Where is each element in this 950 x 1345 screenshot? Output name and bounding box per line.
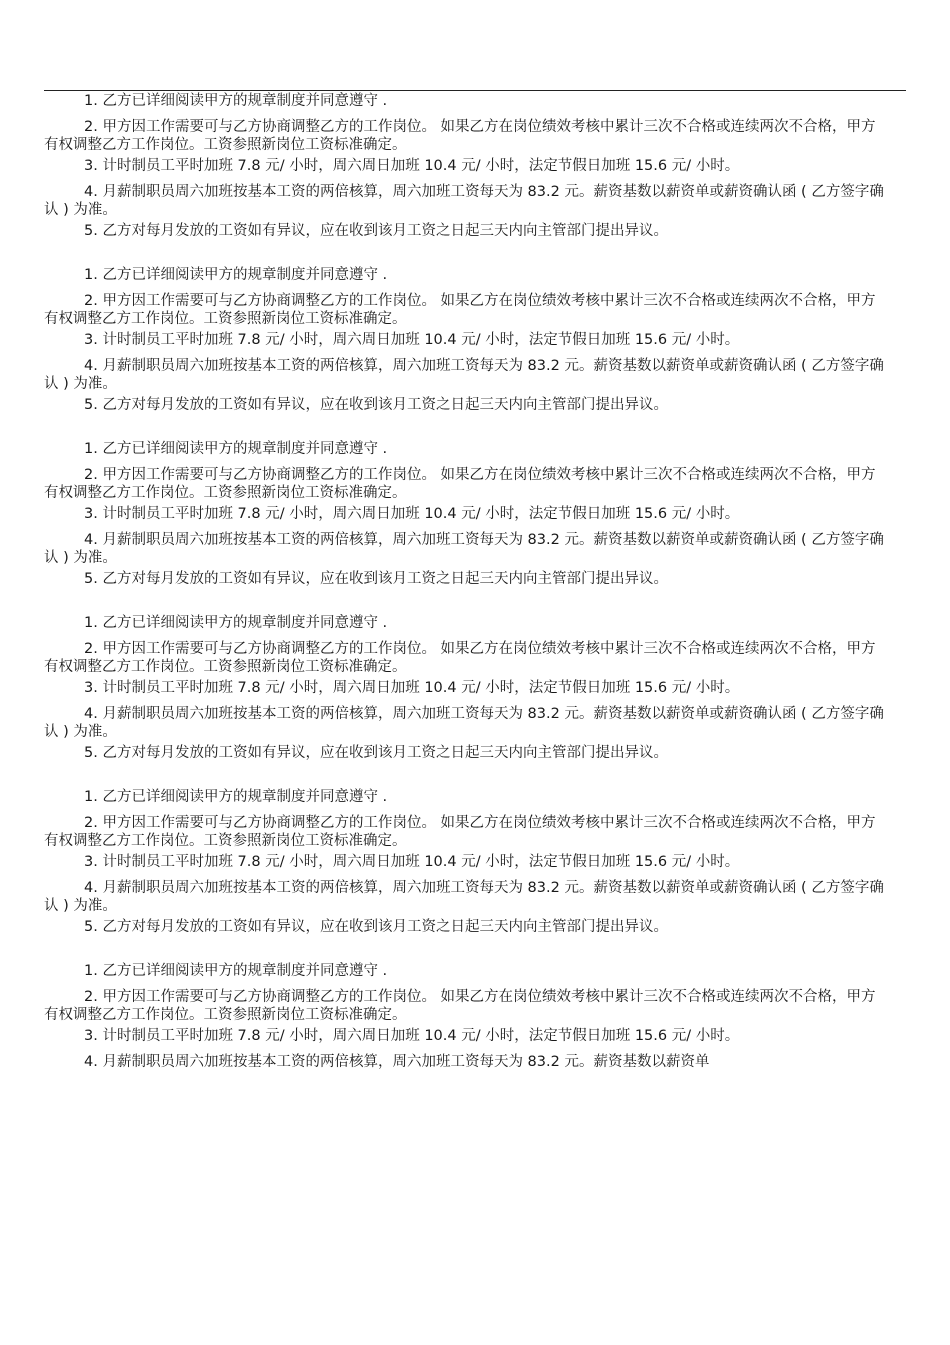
clause-2: 2. 甲方因工作需要可与乙方协商调整乙方的工作岗位。 如果乙方在岗位绩效考核中累计三次不合格或连续两次不合格，甲方有权调整乙方工作岗位。工资参照新岗位工资标准确定。 [44,815,876,849]
clause-3: 3. 计时制员工平时加班 7.8 元/ 小时，周六周日加班 10.4 元/ 小时，法定节假日加班 15.6 元/ 小时。 [84,680,740,696]
clause-block-5 [44,788,890,936]
clause-4: 4. 月薪制职员周六加班按基本工资的两倍核算，周六加班工资每天为 83.2 元。薪资基数以薪资单或薪资确认函 ( 乙方签字确认 ) 为准。 [44,532,884,566]
clause-1: 1. 乙方已详细阅读甲方的规章制度并同意遵守 . [84,963,388,979]
clause-4: 4. 月薪制职员周六加班按基本工资的两倍核算，周六加班工资每天为 83.2 元。薪资基数以薪资单或薪资确认函 ( 乙方签字确认 ) 为准。 [44,706,884,740]
clause-4: 4. 月薪制职员周六加班按基本工资的两倍核算，周六加班工资每天为 83.2 元。薪资基数以薪资单或薪资确认函 ( 乙方签字确认 ) 为准。 [44,358,884,392]
clause-3: 3. 计时制员工平时加班 7.8 元/ 小时，周六周日加班 10.4 元/ 小时，法定节假日加班 15.6 元/ 小时。 [84,158,740,174]
clause-4: 4. 月薪制职员周六加班按基本工资的两倍核算，周六加班工资每天为 83.2 元。薪资基数以薪资单或薪资确认函 ( 乙方签字确认 ) 为准。 [44,880,884,914]
clause-2: 2. 甲方因工作需要可与乙方协商调整乙方的工作岗位。 如果乙方在岗位绩效考核中累计三次不合格或连续两次不合格，甲方有权调整乙方工作岗位。工资参照新岗位工资标准确定。 [44,467,876,501]
clause-1: 1. 乙方已详细阅读甲方的规章制度并同意遵守 . [84,789,388,805]
clause-block-1 [44,92,890,240]
document-body [44,92,890,1097]
clause-block-3 [44,440,890,588]
top-horizontal-rule [44,90,906,91]
clause-1: 1. 乙方已详细阅读甲方的规章制度并同意遵守 . [84,441,388,457]
clause-2: 2. 甲方因工作需要可与乙方协商调整乙方的工作岗位。 如果乙方在岗位绩效考核中累计三次不合格或连续两次不合格，甲方有权调整乙方工作岗位。工资参照新岗位工资标准确定。 [44,293,876,327]
clause-5: 5. 乙方对每月发放的工资如有异议，应在收到该月工资之日起三天内向主管部门提出异议。 [84,397,668,413]
clause-1: 1. 乙方已详细阅读甲方的规章制度并同意遵守 . [84,93,388,109]
clause-block-4 [44,614,890,762]
clause-3: 3. 计时制员工平时加班 7.8 元/ 小时，周六周日加班 10.4 元/ 小时，法定节假日加班 15.6 元/ 小时。 [84,506,740,522]
clause-4: 4. 月薪制职员周六加班按基本工资的两倍核算，周六加班工资每天为 83.2 元。薪资基数以薪资单或薪资确认函 ( 乙方签字确认 ) 为准。 [44,184,884,218]
clause-2: 2. 甲方因工作需要可与乙方协商调整乙方的工作岗位。 如果乙方在岗位绩效考核中累计三次不合格或连续两次不合格，甲方有权调整乙方工作岗位。工资参照新岗位工资标准确定。 [44,989,876,1023]
clause-3: 3. 计时制员工平时加班 7.8 元/ 小时，周六周日加班 10.4 元/ 小时，法定节假日加班 15.6 元/ 小时。 [84,854,740,870]
clause-1: 1. 乙方已详细阅读甲方的规章制度并同意遵守 . [84,615,388,631]
clause-2: 2. 甲方因工作需要可与乙方协商调整乙方的工作岗位。 如果乙方在岗位绩效考核中累计三次不合格或连续两次不合格，甲方有权调整乙方工作岗位。工资参照新岗位工资标准确定。 [44,641,876,675]
clause-3: 3. 计时制员工平时加班 7.8 元/ 小时，周六周日加班 10.4 元/ 小时，法定节假日加班 15.6 元/ 小时。 [84,332,740,348]
clause-5: 5. 乙方对每月发放的工资如有异议，应在收到该月工资之日起三天内向主管部门提出异议。 [84,223,668,239]
clause-2: 2. 甲方因工作需要可与乙方协商调整乙方的工作岗位。 如果乙方在岗位绩效考核中累计三次不合格或连续两次不合格，甲方有权调整乙方工作岗位。工资参照新岗位工资标准确定。 [44,119,876,153]
clause-block-6 [44,962,890,1071]
clause-5: 5. 乙方对每月发放的工资如有异议，应在收到该月工资之日起三天内向主管部门提出异议。 [84,571,668,587]
clause-block-2 [44,266,890,414]
clause-5: 5. 乙方对每月发放的工资如有异议，应在收到该月工资之日起三天内向主管部门提出异议。 [84,919,668,935]
clause-4: 4. 月薪制职员周六加班按基本工资的两倍核算，周六加班工资每天为 83.2 元。薪资基数以薪资单 [84,1054,710,1070]
clause-5: 5. 乙方对每月发放的工资如有异议，应在收到该月工资之日起三天内向主管部门提出异议。 [84,745,668,761]
clause-1: 1. 乙方已详细阅读甲方的规章制度并同意遵守 . [84,267,388,283]
clause-3: 3. 计时制员工平时加班 7.8 元/ 小时，周六周日加班 10.4 元/ 小时，法定节假日加班 15.6 元/ 小时。 [84,1028,740,1044]
